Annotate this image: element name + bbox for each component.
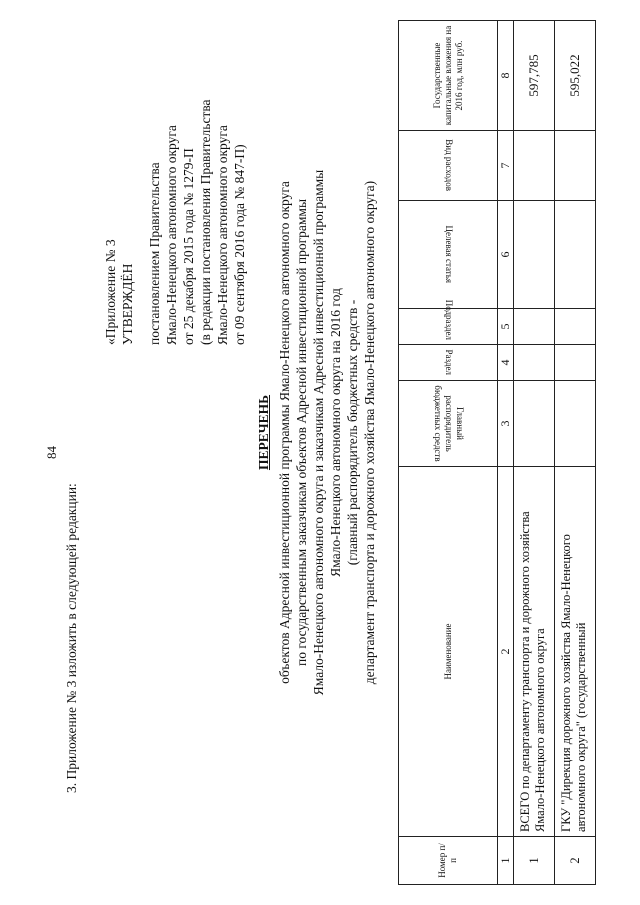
row-num: 1 bbox=[514, 837, 555, 885]
approval-line: от 25 декабря 2015 года № 1279-П bbox=[181, 148, 196, 345]
intro-text: 3. Приложение № 3 изложить в следующей редакции: bbox=[64, 483, 79, 793]
col-number: 2 bbox=[498, 467, 514, 837]
col-number: 3 bbox=[498, 381, 514, 467]
row-grbs bbox=[555, 381, 596, 467]
row-grbs bbox=[514, 381, 555, 467]
subtitle-line: по государственным заказчикам объектов Адресной инвестиционной программы bbox=[294, 198, 309, 667]
row-razdel bbox=[514, 345, 555, 381]
header-grbs-text: Главный распорядитель бюджетных средств bbox=[432, 385, 465, 462]
col-number: 1 bbox=[498, 837, 514, 885]
row-name-text: ВСЕГО по департаменту транспорта и дорожного хозяйства Ямало-Ненецкого автономного округа bbox=[517, 511, 547, 832]
col-number: 8 bbox=[498, 21, 514, 131]
table-row bbox=[555, 21, 596, 885]
row-name-text: ГКУ "Дирекция дорожного хозяйства Ямало-Ненецкого автономного округа" (государственный bbox=[558, 534, 588, 832]
subtitle-line: департамент транспорта и дорожного хозяйства Ямало-Ненецкого автономного округа) bbox=[362, 180, 377, 685]
approval-line: Ямало-Ненецкого автономного округа bbox=[215, 125, 230, 345]
document-subtitle bbox=[276, 20, 378, 845]
header-row bbox=[399, 21, 498, 885]
row-name bbox=[555, 467, 596, 837]
column-number-row bbox=[498, 21, 514, 885]
row-capex: 595,022 bbox=[555, 21, 596, 131]
header-num: Номер п/п bbox=[399, 837, 498, 885]
row-vr bbox=[514, 131, 555, 201]
row-capex: 597,785 bbox=[514, 21, 555, 131]
approval-line: постановлением Правительства bbox=[147, 162, 162, 345]
page-number: 84 bbox=[44, 446, 59, 459]
row-cs bbox=[514, 201, 555, 309]
col-number: 6 bbox=[498, 201, 514, 309]
row-podrazdel bbox=[555, 309, 596, 345]
approval-line: (в редакции постановления Правительства bbox=[198, 99, 213, 345]
header-capex: Государственные капитальные вложения на 2016 год, млн руб. bbox=[399, 21, 498, 131]
row-cs bbox=[555, 201, 596, 309]
col-number: 5 bbox=[498, 309, 514, 345]
approval-line: Ямало-Ненецкого автономного округа bbox=[164, 125, 179, 345]
col-number: 4 bbox=[498, 345, 514, 381]
header-cs bbox=[399, 201, 498, 309]
header-razdel bbox=[399, 345, 498, 381]
subtitle-line: (главный распорядитель бюджетных средств - bbox=[345, 299, 360, 566]
header-podrazdel-text: Подраздел bbox=[443, 299, 454, 340]
subtitle-line: Ямало-Ненецкого автономного округа на 2016 год bbox=[328, 288, 343, 577]
row-razdel bbox=[555, 345, 596, 381]
approval-line: УТВЕРЖДЁН bbox=[120, 263, 135, 345]
approval-gap bbox=[136, 99, 146, 345]
row-name bbox=[514, 467, 555, 837]
row-vr bbox=[555, 131, 596, 201]
header-cs-text: Целевая статья bbox=[443, 225, 454, 284]
header-name: Наименование bbox=[399, 467, 498, 837]
header-podrazdel bbox=[399, 299, 498, 345]
approval-line: от 09 сентября 2016 года № 847-П) bbox=[232, 144, 247, 345]
col-number: 7 bbox=[498, 131, 514, 201]
subtitle-line: Ямало-Ненецкого автономного округа и заказчикам Адресной инвестиционной программы bbox=[311, 169, 326, 696]
header-razdel-text: Раздел bbox=[443, 349, 454, 376]
approval-line: «Приложение № 3 bbox=[103, 239, 118, 345]
header-vr-text: Вид расходов bbox=[443, 139, 454, 192]
row-num: 2 bbox=[555, 837, 596, 885]
objects-table bbox=[398, 20, 596, 885]
row-podrazdel bbox=[514, 309, 555, 345]
table-row bbox=[514, 21, 555, 885]
subtitle-line: объектов Адресной инвестиционной программы Ямало-Ненецкого автономного округа bbox=[277, 181, 292, 684]
header-vr bbox=[399, 131, 498, 201]
header-grbs bbox=[399, 381, 498, 467]
approval-block bbox=[102, 99, 248, 345]
document-title: ПЕРЕЧЕНЬ bbox=[256, 394, 271, 471]
